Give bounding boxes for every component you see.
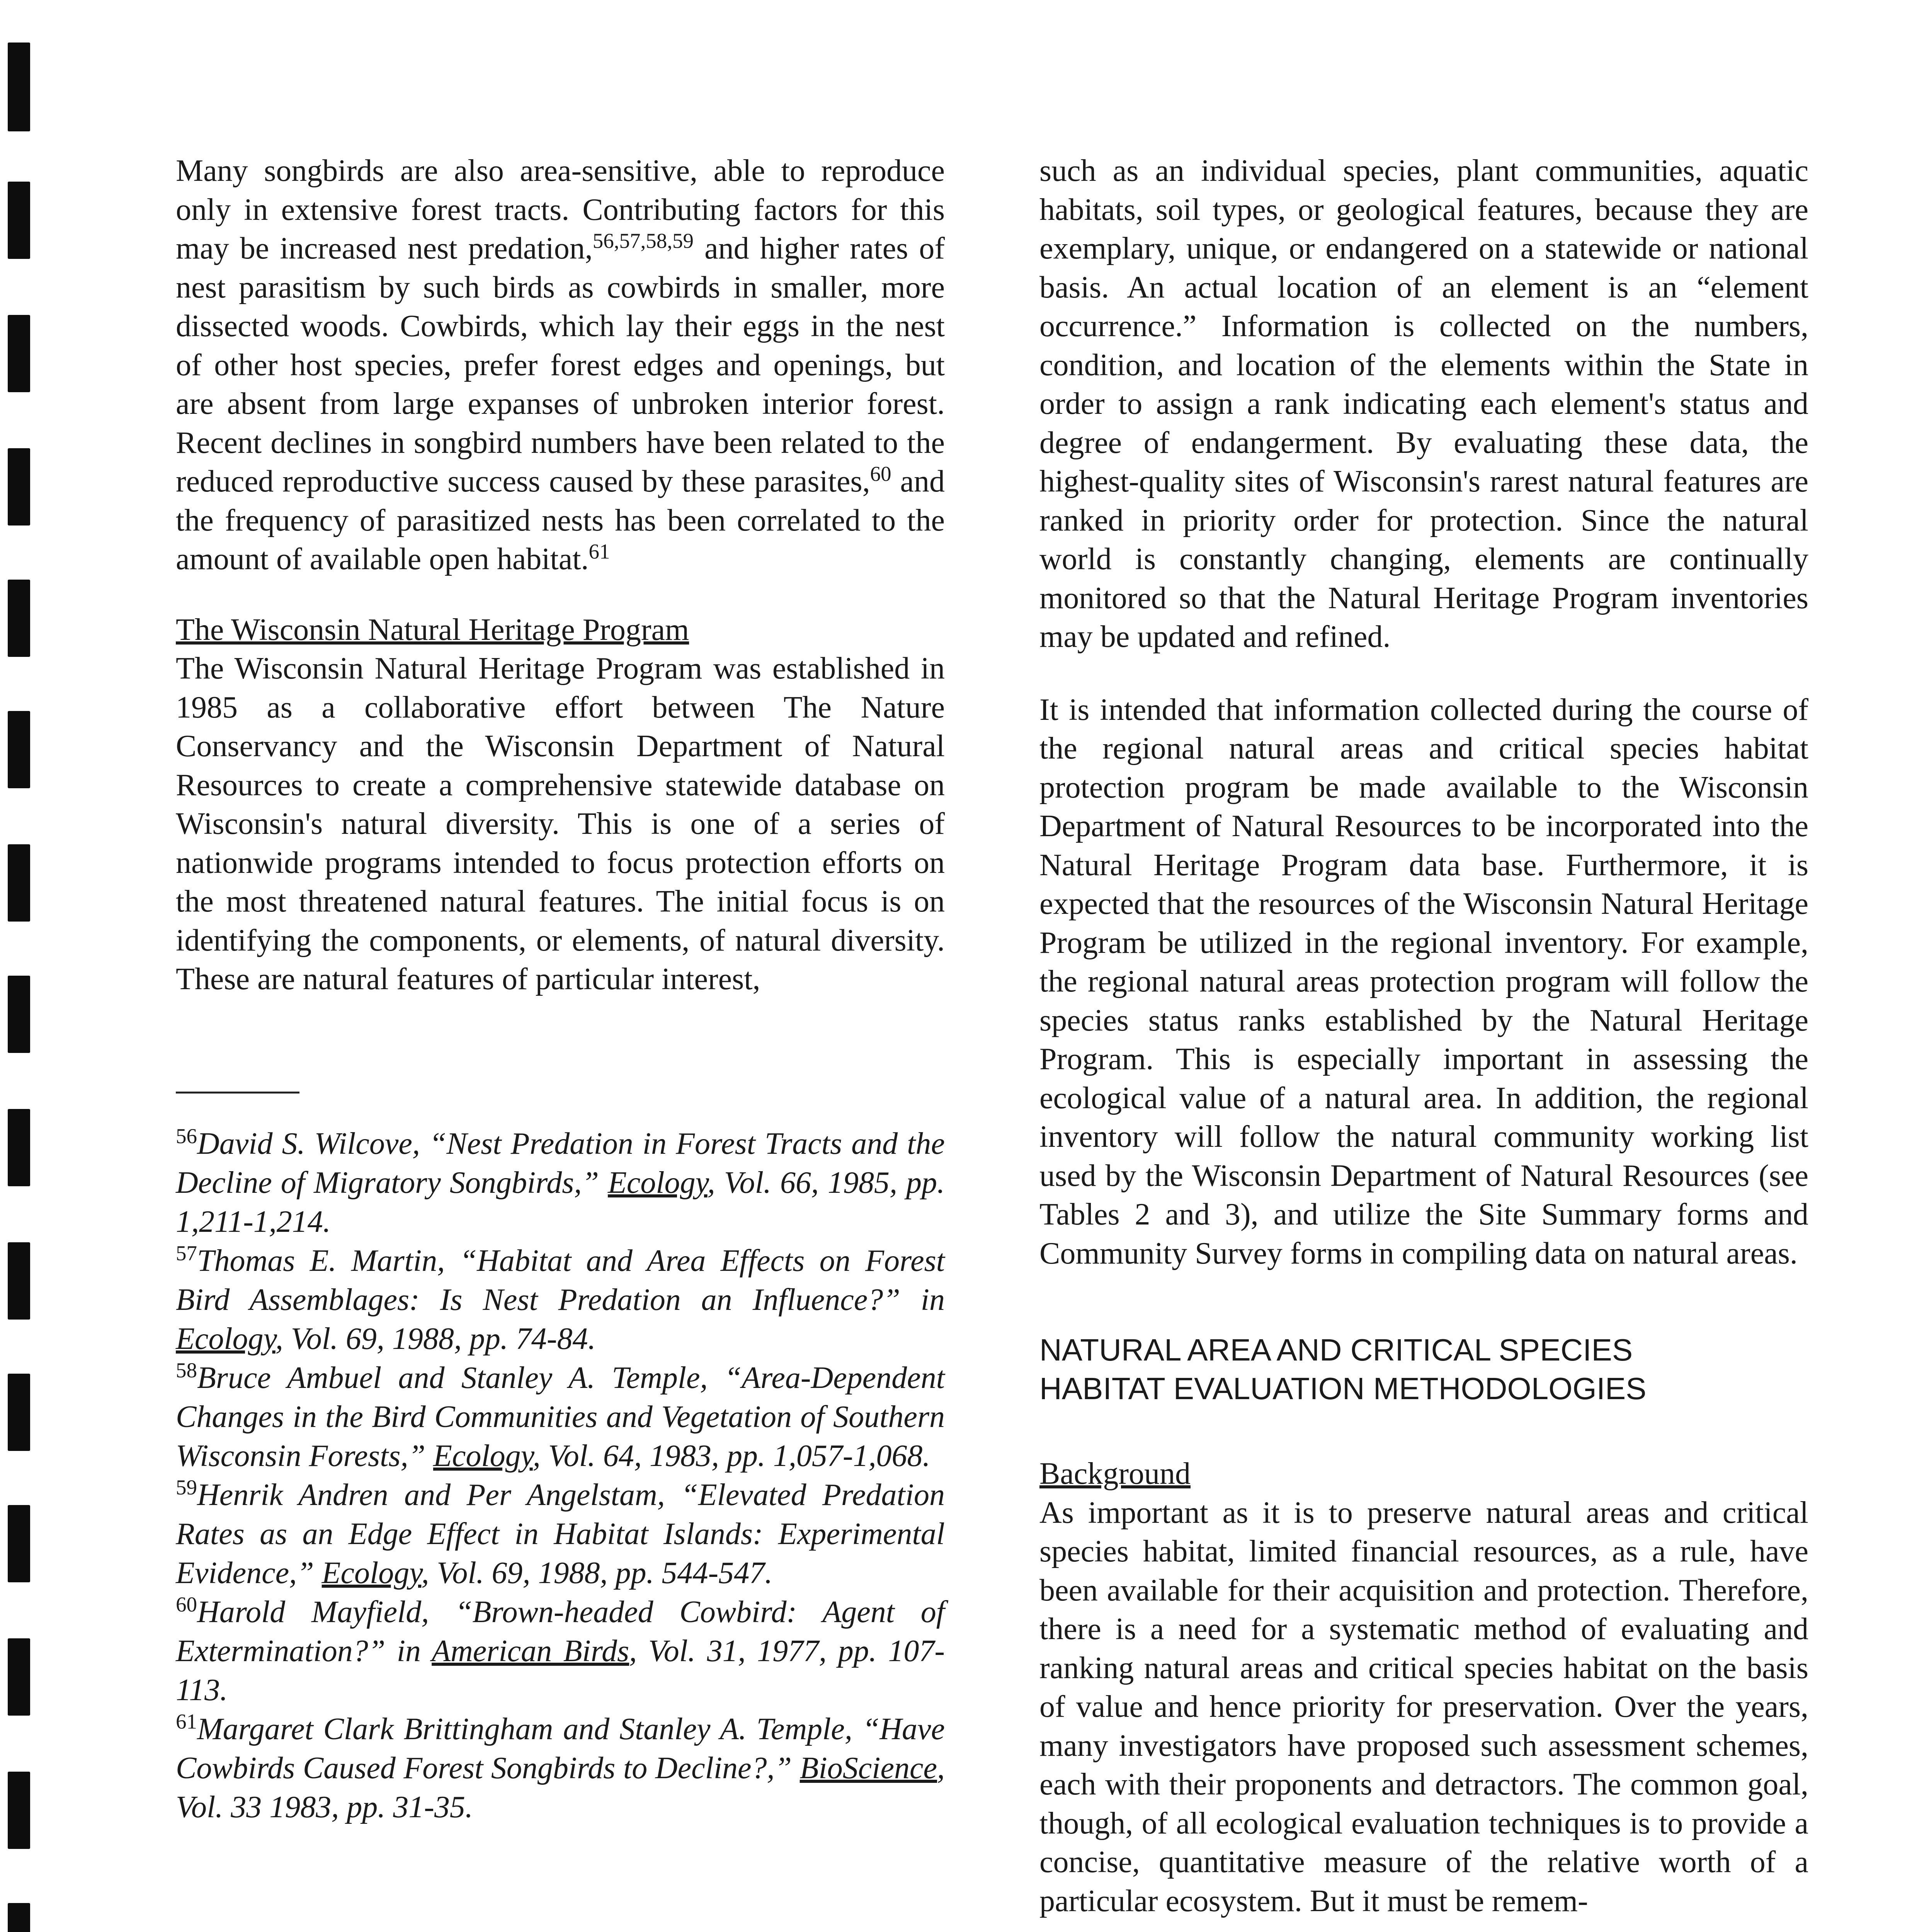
subheading-background: Background: [1039, 1457, 1191, 1491]
paragraph-wnhp: The Wisconsin Natural Heritage Program was established in 1985 as a collaborative effort between The Nature Conservancy and the Wisconsin Department of Natural Resources to create a comprehensive statewide database on Wisconsin's natural diversity. This is one of a series of nationwide programs intended to focus protection efforts on the most threatened natural features. The initial focus is on identifying the components, or elements, of natural diversity. These are natural features of particular interest,: [176, 651, 945, 996]
footnote-57: $^{57}$Thomas E. Martin, “Habitat and Area Effects on Forest Bird Assemblages: Is Nest Predation an Influence?” in Ecology, Vol. 69, 1988, pp. 74-84.: [176, 1241, 945, 1356]
footnote-59: $^{59}$Henrik Andren and Per Angelstam, “Elevated Predation Rates as an Edge Effect in Habitat Islands: Experimental Evidence,” Ecology, Vol. 69, 1988, pp. 544-547.: [176, 1475, 945, 1590]
section-title: [1039, 1331, 1808, 1408]
paragraph-background: As important as it is to preserve natural areas and critical species habitat, limited financial resources, as a rule, have been available for their acquisition and protection. Therefore, there is a need for a systematic method of evaluating and ranking natural areas and critical species habitat on the basis of value and hence priority for preservation. Over the years, many investigators have proposed such assessment schemes, each with their proponents and detractors. The common goal, though, of all ecological evaluation techniques is to provide a concise, quantitative measure of the relative worth of a particular ecosystem. But it must be remem-: [1039, 1495, 1808, 1918]
left-column: [176, 151, 945, 1827]
footnote-58: $^{58}$Bruce Ambuel and Stanley A. Temple, “Area-Dependent Changes in the Bird Communities and Vegetation of Southern Wisconsin Forests,” Ecology, Vol. 64, 1983, pp. 1,057-1,068.: [176, 1358, 945, 1473]
section-title-line1: NATURAL AREA AND CRITICAL SPECIES: [1039, 1333, 1633, 1367]
footnote-60: $^{60}$Harold Mayfield, “Brown-headed Cowbird: Agent of Extermination?” in American Birds, Vol. 31, 1977, pp. 107-113.: [176, 1592, 945, 1707]
paragraph-regional-inventory: It is intended that information collected during the course of the regional natural areas and critical species habitat protection program be made available to the Wisconsin Department of Natural Resources to be incorporated into the Natural Heritage Program data base. Furthermore, it is expected that the resources of the Wisconsin Natural Heritage Program be utilized in the regional inventory. For example, the regional natural areas protection program will follow the species status ranks established by the Natural Heritage Program. This is especially important in assessing the ecological value of a natural area. In addition, the regional inventory will follow the natural community working list used by the Wisconsin Department of Natural Resources (see Tables 2 and 3), and utilize the Site Summary forms and Community Survey forms in compiling data on natural areas.: [1039, 692, 1808, 1270]
footnote-56: $^{56}$David S. Wilcove, “Nest Predation in Forest Tracts and the Decline of Migratory Songbirds,” Ecology, Vol. 66, 1985, pp. 1,211-1,214.: [176, 1124, 945, 1239]
footnote-rule: [176, 1092, 299, 1094]
paragraph-songbirds: Many songbirds are also area-sensitive, able to reproduce only in extensive forest tracts. Contributing factors for this may be increased nest predation,$^{56,57,58,59}$ and higher rates of nest parasitism by such birds as cowbirds in smaller, more dissected woods. Cowbirds, which lay their eggs in the nest of other host species, prefer forest edges and openings, but are absent from large expanses of unbroken interior forest. Recent declines in songbird numbers have been related to the reduced reproductive success caused by these parasites,$^{60}$ and the frequency of parasitized nests has been correlated to the amount of available open habitat.$^{61}$: [176, 154, 945, 576]
footnote-61: $^{61}$Margaret Clark Brittingham and Stanley A. Temple, “Have Cowbirds Caused Forest Songbirds to Decline?,” BioScience, Vol. 33 1983, pp. 31-35.: [176, 1709, 945, 1824]
heading-wnhp: The Wisconsin Natural Heritage Program: [176, 612, 689, 647]
right-column: [1039, 151, 1808, 1920]
section-title-line2: HABITAT EVALUATION METHODOLOGIES: [1039, 1371, 1647, 1406]
paragraph-elements: such as an individual species, plant communities, aquatic habitats, soil types, or geological features, because they are exemplary, unique, or endangered on a statewide or national basis. An actual location of an element is an “element occurrence.” Information is collected on the numbers, condition, and location of the elements within the State in order to assign a rank indicating each element's status and degree of endangerment. By evaluating these data, the highest-quality sites of Wisconsin's rarest natural features are ranked in priority order for protection. Since the natural world is constantly changing, elements are continually monitored so that the Natural Heritage Program inventories may be updated and refined.: [1039, 154, 1808, 654]
binder-holes: [8, 0, 31, 1932]
